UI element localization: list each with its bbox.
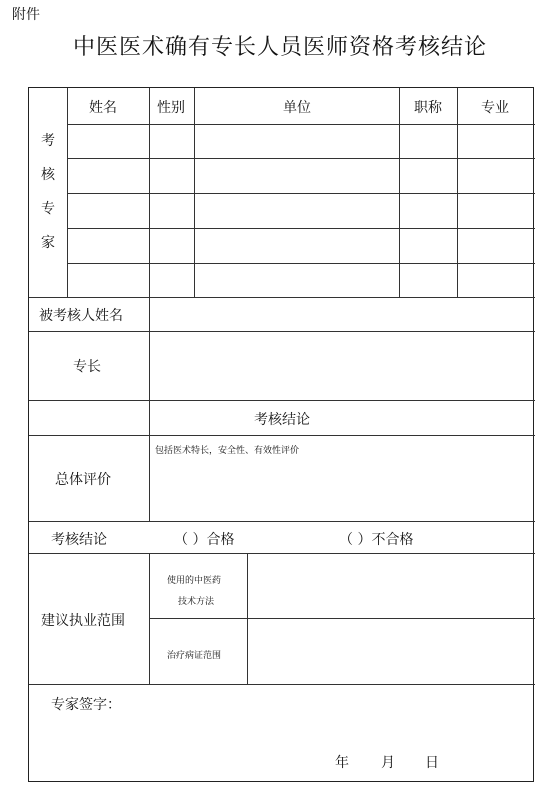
expert-3-name-field[interactable] (68, 194, 149, 228)
expert-label-char: 考 (41, 133, 55, 149)
expert-label-char: 核 (41, 167, 55, 183)
signature-label: 专家签字： (51, 697, 121, 713)
header-name: 姓名 (89, 100, 117, 116)
row-divider (29, 435, 535, 436)
expert-2-name-field[interactable] (68, 159, 149, 193)
col-divider (194, 88, 195, 297)
overall-evaluation-label: 总体评价 (55, 472, 111, 488)
row-divider (29, 521, 535, 522)
expert-4-name-field[interactable] (68, 229, 149, 263)
col-divider (457, 88, 458, 297)
specialty-field[interactable] (150, 332, 535, 400)
attachment-label: 附件 (12, 7, 40, 23)
disease-scope-label: 治疗病证范围 (167, 651, 222, 661)
date-month: 月 (381, 755, 395, 771)
disease-scope-field[interactable] (248, 619, 535, 684)
row-divider (29, 400, 535, 401)
date-year: 年 (335, 755, 349, 771)
header-gender: 性别 (157, 100, 185, 116)
signature-field[interactable] (129, 688, 529, 728)
specialty-label: 专长 (73, 359, 101, 375)
assessment-form (28, 87, 534, 782)
conclusion-section-title: 考核结论 (254, 412, 310, 428)
expert-group-label (40, 124, 56, 260)
candidate-name-label: 被考核人姓名 (39, 308, 123, 324)
pass-option[interactable]: （ ）合格 (174, 532, 235, 548)
expert-label-char: 家 (41, 235, 55, 251)
col-divider (399, 88, 400, 297)
header-title: 职称 (414, 100, 442, 116)
date-day: 日 (425, 755, 439, 771)
overall-evaluation-hint: 包括医术特长，安全性、有效性评价 (155, 446, 300, 456)
scope-label: 建议执业范围 (41, 613, 125, 629)
expert-1-name-field[interactable] (68, 125, 149, 158)
header-specialty: 专业 (481, 100, 509, 116)
row-divider (29, 684, 535, 685)
overall-evaluation-field[interactable] (150, 458, 535, 520)
header-unit: 单位 (283, 100, 311, 116)
expert-label-char: 专 (41, 201, 55, 217)
methods-label-line2: 技术方法 (178, 597, 215, 607)
methods-label-line1: 使用的中医药 (167, 576, 222, 586)
methods-field[interactable] (248, 554, 535, 618)
candidate-name-field[interactable] (150, 298, 535, 331)
col-divider (149, 553, 150, 684)
result-label: 考核结论 (51, 532, 107, 548)
page-title: 中医医术确有专长人员医师资格考核结论 (72, 35, 487, 60)
expert-5-name-field[interactable] (68, 264, 149, 297)
fail-option[interactable]: （ ）不合格 (339, 532, 414, 548)
